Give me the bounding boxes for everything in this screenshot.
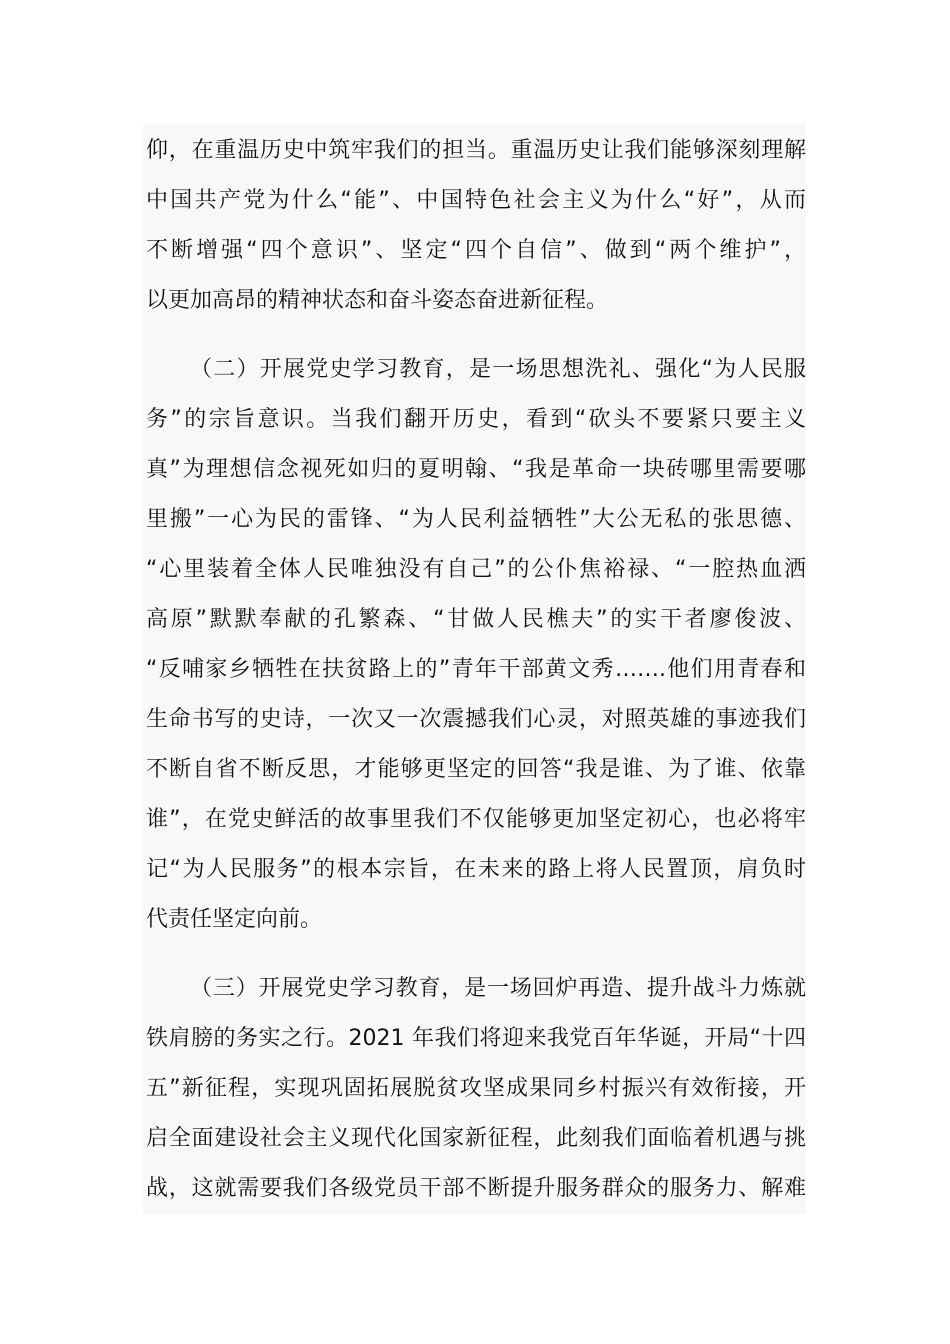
text-line: 务”的宗旨意识。当我们翻开历史，看到“砍头不要紧只要主义 (146, 407, 806, 432)
text-line: 生命书写的史诗，一次又一次震撼我们心灵，对照英雄的事迹我们 (146, 707, 806, 732)
text-line: 真”为理想信念视死如归的夏明翰、“我是革命一块砖哪里需要哪 (146, 457, 806, 482)
text-line: “反哺家乡牺牲在扶贫路上的”青年干部黄文秀…….他们用青春和 (146, 657, 806, 682)
text-line: 记“为人民服务”的根本宗旨，在未来的路上将人民置顶，肩负时 (146, 857, 806, 882)
text-line: 启全面建设社会主义现代化国家新征程，此刻我们面临着机遇与挑 (146, 1126, 806, 1151)
text-line: 以更加高昂的精神状态和奋斗姿态奋进新征程。 (146, 288, 609, 313)
text-line: 谁”，在党史鲜活的故事里我们不仅能够更加坚定初心，也必将牢 (146, 807, 806, 832)
text-line: 代责任坚定向前。 (146, 907, 323, 932)
text-line: 铁肩膀的务实之行。2021 年我们将迎来我党百年华诞，开局“十四 (146, 1026, 806, 1051)
text-line: “心里装着全体人民唯独没有自己”的公仆焦裕禄、“一腔热血洒 (146, 557, 806, 582)
text-line: 中国共产党为什么“能”、中国特色社会主义为什么“好”，从而 (146, 188, 806, 213)
text-line: 不断自省不断反思，才能够更坚定的回答“我是谁、为了谁、依靠 (146, 757, 806, 782)
paragraph-start-line: （二）开展党史学习教育，是一场思想洗礼、强化“为人民服 (190, 357, 806, 382)
text-line: 战，这就需要我们各级党员干部不断提升服务群众的服务力、解难 (146, 1176, 806, 1201)
text-line: 里搬”一心为民的雷锋、“为人民利益牺牲”大公无私的张思德、 (146, 507, 806, 532)
text-line: 不断增强“四个意识”、坚定“四个自信”、做到“两个维护”， (146, 238, 806, 263)
text-line: 仰，在重温历史中筑牢我们的担当。重温历史让我们能够深刻理解 (146, 138, 806, 163)
text-line: 五”新征程，实现巩固拓展脱贫攻坚成果同乡村振兴有效衔接，开 (146, 1076, 806, 1101)
paragraph-start-line: （三）开展党史学习教育，是一场回炉再造、提升战斗力炼就 (190, 976, 806, 1001)
text-line: 高原”默默奉献的孔繁森、“甘做人民樵夫”的实干者廖俊波、 (146, 607, 806, 632)
